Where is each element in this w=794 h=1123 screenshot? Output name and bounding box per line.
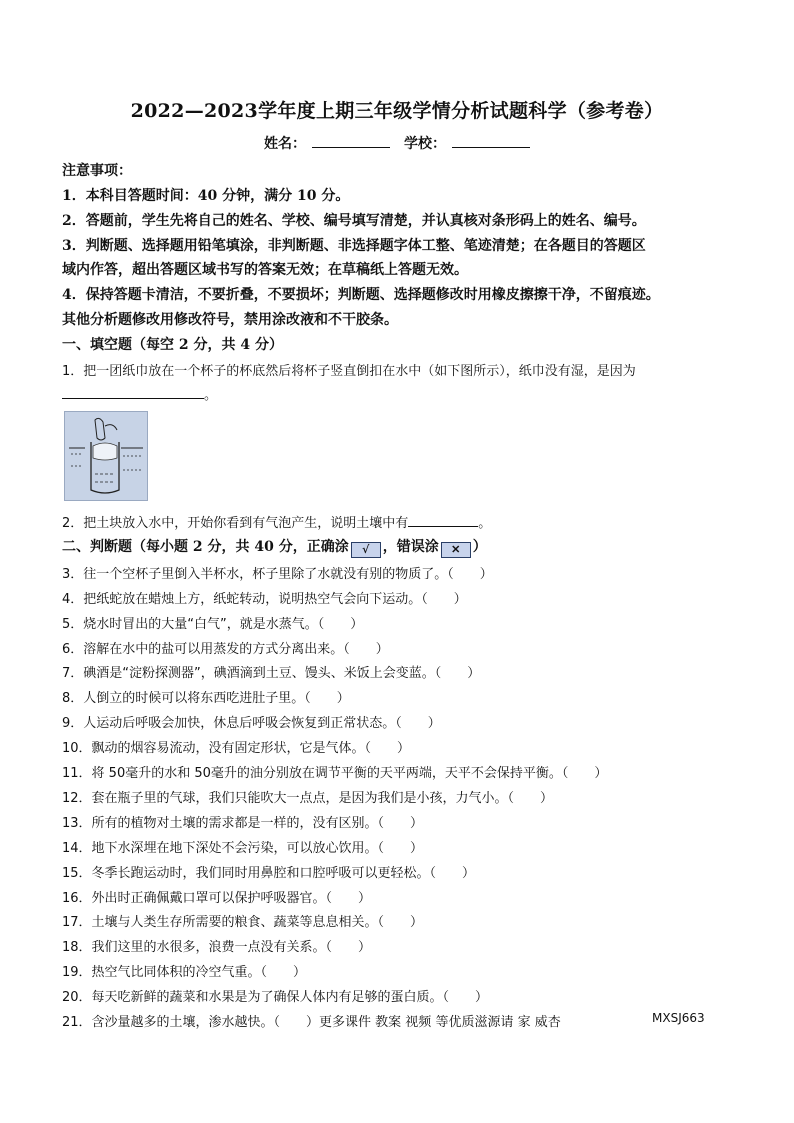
- note-line: 2．答题前，学生先将自己的姓名、学校、编号填写清楚，并认真核对条形码上的姓名、编号。: [62, 213, 646, 229]
- judge-item: 9．人运动后呼吸会加快，休息后呼吸会恢复到正常状态。（ ）: [62, 716, 441, 731]
- judge-item: 14．地下水深埋在地下深处不会污染，可以放心饮用。（ ）: [62, 841, 424, 856]
- section2-end: ）: [472, 539, 487, 555]
- judge-item: 11．将 50毫升的水和 50毫升的油分别放在调节平衡的天平两端，天平不会保持平衡。（ ）: [62, 766, 608, 781]
- wrong-mark-icon: ✕: [441, 542, 471, 558]
- q2-end: 。: [478, 516, 492, 531]
- notes-heading: 注意事项：: [62, 163, 132, 179]
- judge-item: 4．把纸蛇放在蜡烛上方，纸蛇转动，说明热空气会向下运动。（ ）: [62, 592, 467, 607]
- judge-item: 6．溶解在水中的盐可以用蒸发的方式分离出来。（ ）: [62, 642, 389, 657]
- q1-end: 。: [204, 388, 218, 403]
- note-line: 域内作答，超出答题区域书写的答案无效；在草稿纸上答题无效。: [62, 262, 468, 278]
- judge-item: 5．烧水时冒出的大量“白气”，就是水蒸气。（ ）: [62, 617, 364, 632]
- question-1: 1．把一团纸巾放在一个杯子的杯底然后将杯子竖直倒扣在水中（如下图所示），纸巾没有湿，是因为: [62, 364, 636, 379]
- footer-code: MXSJ663: [652, 1011, 705, 1025]
- section2-mid: ，错误涂: [382, 539, 439, 555]
- judge-item: 15．冬季长跑运动时，我们同时用鼻腔和口腔呼吸可以更轻松。（ ）: [62, 866, 476, 881]
- note-line: 其他分析题修改用修改符号，禁用涂改液和不干胶条。: [62, 312, 398, 328]
- section2-heading-text: 二、判断题（每小题 2 分，共 40 分，正确涂: [62, 539, 349, 555]
- cup-water-figure-svg: [65, 412, 147, 500]
- name-school-bar: [0, 133, 794, 153]
- judge-item: 13．所有的植物对土壤的需求都是一样的，没有区别。（ ）: [62, 816, 424, 831]
- judge-item: 8．人倒立的时候可以将东西吃进肚子里。（ ）: [62, 691, 350, 706]
- judge-item: 19．热空气比同体积的冷空气重。（ ）: [62, 965, 307, 980]
- correct-mark-icon: √: [351, 542, 381, 558]
- question-2: [62, 512, 752, 531]
- name-label: 姓名：: [264, 136, 306, 152]
- q2-text: 2．把土块放入水中，开始你看到有气泡产生，说明土壤中有: [62, 516, 409, 531]
- q1-answer-blank[interactable]: [62, 385, 204, 399]
- note-line: 4．保持答题卡清洁，不要折叠，不要损坏；判断题、选择题修改时用橡皮擦擦干净，不留痕迹。: [62, 287, 660, 303]
- page-title: 2022—2023学年度上期三年级学情分析试题科学（参考卷）: [130, 100, 664, 122]
- judge-item: 7．碘酒是“淀粉探测器”，碘酒滴到土豆、馒头、米饭上会变蓝。（ ）: [62, 666, 481, 681]
- section1-heading: 一、填空题（每空 2 分，共 4 分）: [62, 337, 283, 353]
- judge-item: 16．外出时正确佩戴口罩可以保护呼吸器官。（ ）: [62, 891, 372, 906]
- note-line: 3．判断题、选择题用铅笔填涂，非判断题、非选择题字体工整、笔迹清楚；在各题目的答题区: [62, 238, 646, 254]
- judge-item: 20．每天吃新鲜的蔬菜和水果是为了确保人体内有足够的蛋白质。（ ）: [62, 990, 489, 1005]
- note-line: 1．本科目答题时间：40 分钟，满分 10 分。: [62, 188, 350, 204]
- section2-heading: [62, 536, 742, 558]
- judge-item: 12．套在瓶子里的气球，我们只能吹大一点点，是因为我们是小孩，力气小。（ ）: [62, 791, 554, 806]
- judge-item: 18．我们这里的水很多，浪费一点没有关系。（ ）: [62, 940, 372, 955]
- judge-item: 21．含沙量越多的土壤，渗水越快。（ ）更多课件 教案 视频 等优质滋源请 家 威杏: [62, 1015, 561, 1030]
- judge-item: 17．土壤与人类生存所需要的粮食、蔬菜等息息相关。（ ）: [62, 915, 424, 930]
- cup-inverted-in-water-illustration: [64, 411, 148, 501]
- q2-answer-blank[interactable]: [408, 513, 478, 527]
- name-blank[interactable]: [312, 133, 390, 148]
- school-label: 学校：: [404, 136, 446, 152]
- school-blank[interactable]: [452, 133, 530, 148]
- judge-item: 3．往一个空杯子里倒入半杯水，杯子里除了水就没有别的物质了。（ ）: [62, 567, 493, 582]
- judge-item: 10．飘动的烟容易流动，没有固定形状，它是气体。（ ）: [62, 741, 411, 756]
- question-1-answer-row: [62, 384, 752, 403]
